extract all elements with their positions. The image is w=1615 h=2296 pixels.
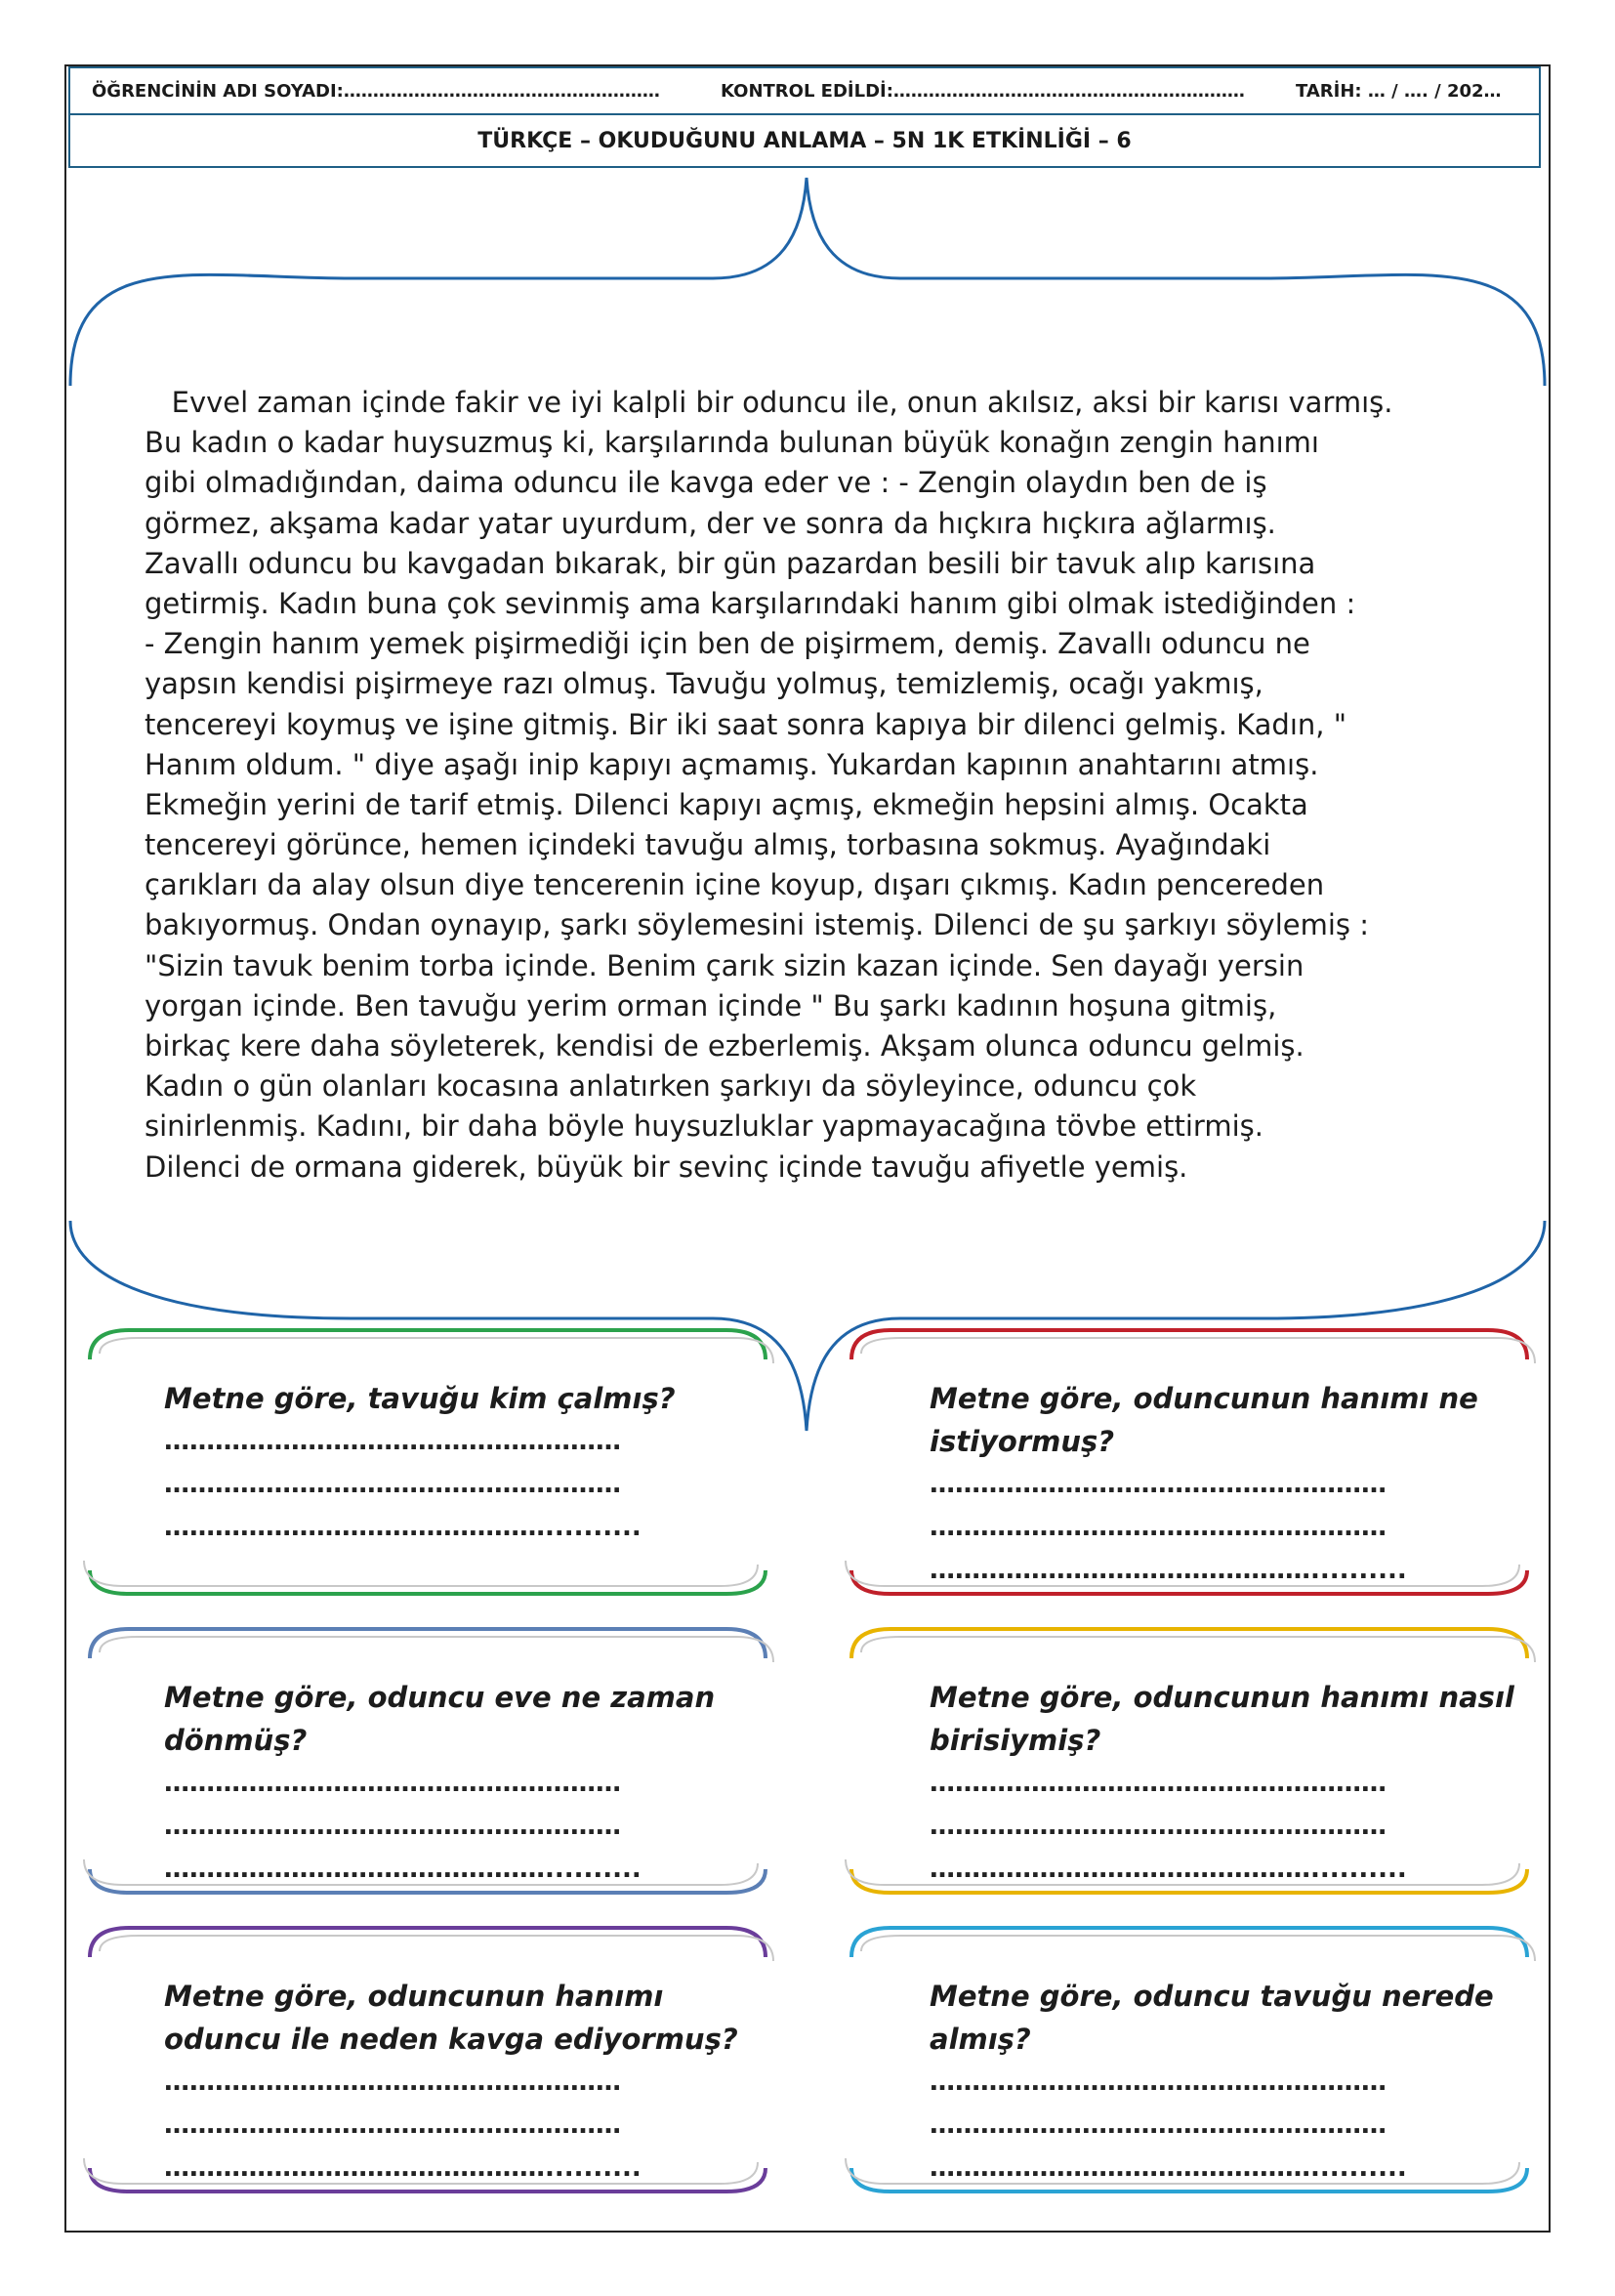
question-frame-top <box>851 1629 1527 1658</box>
question-block <box>164 1975 738 2190</box>
story-line: Bu kadın o kadar huysuzmuş ki, karşılarında bulunan büyük konağın zengin hanımı <box>145 426 1319 460</box>
story-text <box>145 383 1492 1188</box>
story-line: gibi olmadığından, daima oduncu ile kavga eder ve : - Zengin olaydın ben de iş <box>145 466 1267 500</box>
answer-line[interactable]: ……………………………………….......... <box>930 1556 1407 1585</box>
question-text: Metne göre, oduncunun hanımı ne <box>930 1382 1478 1415</box>
question-block <box>164 1377 676 1549</box>
story-line: Evvel zaman içinde fakir ve iyi kalpli bir oduncu ile, onun akılsız, aksi bir karısı varmış. <box>145 386 1393 419</box>
question-frame-top <box>90 1629 766 1658</box>
story-line: Dilenci de ormana giderek, büyük bir sevinç içinde tavuğu afiyetle yemiş. <box>145 1149 1188 1184</box>
question-text: Metne göre, oduncu tavuğu nerede <box>930 1980 1494 2013</box>
question-text: oduncu ile neden kavga ediyormuş? <box>164 2023 738 2056</box>
question-frame-bottom <box>90 1570 766 1594</box>
question-text: Metne göre, oduncunun hanımı <box>164 1980 664 2013</box>
story-line: getirmiş. Kadın buna çok sevinmiş ama karşılarındaki hanım gibi olmak istediğinden : <box>145 586 1356 620</box>
question-frame-shadow <box>84 1561 758 1586</box>
answer-line[interactable]: ……………………………………………… <box>930 1513 1387 1542</box>
worksheet-title: TÜRKÇE – OKUDUĞUNU ANLAMA – 5N 1K ETKİNLİĞİ – 6 <box>477 129 1132 153</box>
story-line: yapsın kendisi pişirmeye razı olmuş. Tavuğu yolmuş, temizlemiş, ocağı yakmış, <box>145 667 1263 701</box>
story-line: tencereyi koymuş ve işine gitmiş. Bir iki saat sonra kapıya bir dilenci gelmiş. Kadın, " <box>145 707 1347 741</box>
story-frame-top <box>70 178 1545 386</box>
question-block <box>930 1975 1494 2190</box>
student-name-field[interactable]: ÖĞRENCİNİN ADI SOYADI:……………………………………………… <box>92 81 660 102</box>
question-frame-top <box>851 1330 1527 1359</box>
question-frame-shadow <box>100 1338 773 1363</box>
story-line: yorgan içinde. Ben tavuğu yerim orman içinde " Bu şarkı kadının hoşuna gitmiş, <box>145 988 1277 1023</box>
answer-line[interactable]: ……………………………………………… <box>930 1812 1387 1841</box>
date-field[interactable]: TARİH: … / …. / 202… <box>1296 81 1502 102</box>
question-text: Metne göre, tavuğu kim çalmış? <box>164 1382 676 1415</box>
question-block <box>930 1676 1514 1891</box>
question-text: istiyormuş? <box>930 1425 1115 1458</box>
story-line: bakıyormuş. Ondan oynayıp, şarkı söylemesini istemiş. Dilenci de şu şarkıyı söylemiş : <box>145 908 1370 942</box>
question-frame-shadow <box>861 1338 1535 1363</box>
answer-line[interactable]: ……………………………………….......... <box>164 1513 642 1542</box>
checked-field[interactable]: KONTROL EDİLDİ:…………………………………………………… <box>721 81 1245 102</box>
story-line: Zavallı oduncu bu kavgadan bıkarak, bir gün pazardan besili bir tavuk alıp karısına <box>145 546 1316 580</box>
story-line: çarıkları da alay olsun diye tencerenin içine koyup, dışarı çıkmış. Kadın pencereden <box>145 868 1325 902</box>
story-line: sinirlenmiş. Kadını, bir daha böyle huysuzluklar yapmayacağına tövbe ettirmiş. <box>145 1109 1263 1144</box>
question-block <box>164 1676 715 1891</box>
question-frame-shadow <box>100 1936 773 1961</box>
question-text: Metne göre, oduncu eve ne zaman <box>164 1681 716 1714</box>
question-text: dönmüş? <box>164 1724 308 1757</box>
story-line: "Sizin tavuk benim torba içinde. Benim çarık sizin kazan içinde. Sen dayağı yersin <box>145 948 1304 982</box>
answer-line[interactable]: ……………………………………………… <box>930 2110 1387 2140</box>
answer-line[interactable]: ……………………………………………… <box>930 2067 1387 2097</box>
question-frame-shadow <box>100 1637 773 1662</box>
story-line: görmez, akşama kadar yatar uyurdum, der ve sonra da hıçkıra hıçkıra ağlarmış. <box>145 506 1276 540</box>
question-text: Metne göre, oduncunun hanımı nasıl <box>930 1681 1514 1714</box>
story-line: - Zengin hanım yemek pişirmediği için ben de pişirmem, demiş. Zavallı oduncu ne <box>145 627 1310 661</box>
answer-line[interactable]: ……………………………………………… <box>164 1769 621 1798</box>
answer-line[interactable]: ……………………………………….......... <box>164 2153 642 2183</box>
question-text: almış? <box>930 2023 1031 2056</box>
answer-line[interactable]: ……………………………………………… <box>164 1470 621 1499</box>
answer-line[interactable]: ……………………………………………… <box>164 1427 621 1456</box>
answer-line[interactable]: ……………………………………….......... <box>930 1855 1407 1884</box>
question-frame-top <box>90 1330 766 1359</box>
question-frame-shadow <box>861 1936 1535 1961</box>
story-line: tencereyi görünce, hemen içindeki tavuğu almış, torbasına sokmuş. Ayağındaki <box>145 828 1271 862</box>
story-line: birkaç kere daha söyleterek, kendisi de ezberlemiş. Akşam olunca oduncu gelmiş. <box>145 1029 1304 1063</box>
story-line: Ekmeğin yerini de tarif etmiş. Dilenci kapıyı açmış, ekmeğin hepsini almış. Ocakta <box>145 787 1308 821</box>
answer-line[interactable]: ……………………………………………… <box>164 1812 621 1841</box>
answer-line[interactable]: ……………………………………….......... <box>930 2153 1407 2183</box>
answer-line[interactable]: ……………………………………………… <box>930 1470 1387 1499</box>
story-line: Hanım oldum. " diye aşağı inip kapıyı açmamış. Yukardan kapının anahtarını atmış. <box>145 747 1319 781</box>
answer-line[interactable]: ……………………………………………… <box>930 1769 1387 1798</box>
answer-line[interactable]: ……………………………………………… <box>164 2110 621 2140</box>
answer-line[interactable]: ……………………………………….......... <box>164 1855 642 1884</box>
question-block <box>930 1377 1478 1592</box>
question-text: birisiymiş? <box>930 1724 1101 1757</box>
question-frame-top <box>90 1928 766 1957</box>
question-frame-top <box>851 1928 1527 1957</box>
question-frame-shadow <box>861 1637 1535 1662</box>
story-line: Kadın o gün olanları kocasına anlatırken şarkıyı da söyleyince, oduncu çok <box>145 1069 1197 1104</box>
answer-line[interactable]: ……………………………………………… <box>164 2067 621 2097</box>
